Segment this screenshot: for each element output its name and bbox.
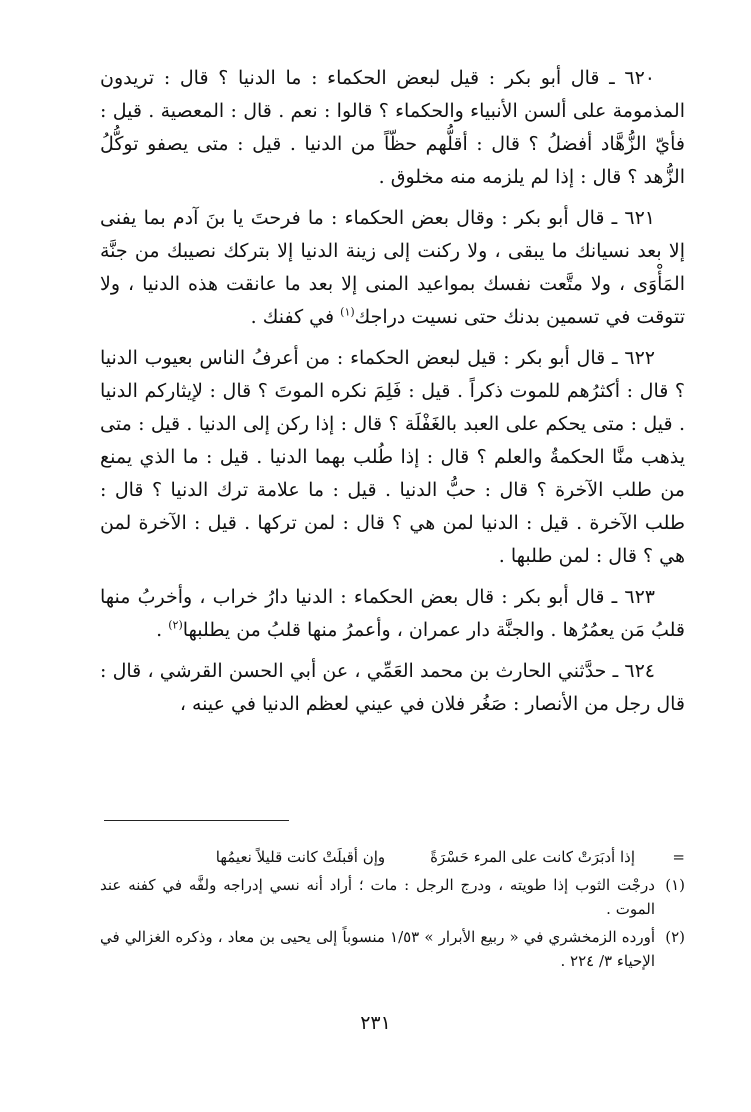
paragraph-text-end: في كفنك . [250, 306, 341, 328]
page-number: ٢٣١ [360, 1012, 391, 1034]
footnote-number: (١) [665, 876, 685, 894]
verse-hemistich-first: إذا أدبَرَتْ كانت على المرء حَسْرَةً [430, 848, 635, 866]
footnotes [100, 845, 685, 977]
footnote-text: درجْت الثوب إذا طويته ، ودرج الرجل : مات ؛ أراد أنه نسي إدراجه ولفَّه في كفنه عند الموت . [100, 876, 655, 918]
footnote-2 [100, 925, 685, 973]
paragraph-text: ٦٢٤ ـ حدَّثني الحارث بن محمد العَمِّي ، عن أبي الحسن القرشي ، قال : قال رجل من الأنصار : صَغُر فلان في عيني لعظم الدنيا في عينه ، [100, 660, 685, 715]
paragraph-624 [100, 655, 685, 721]
footnote-1 [100, 873, 685, 921]
paragraph-623 [100, 581, 685, 647]
footnote-number: (٢) [665, 928, 685, 946]
footnote-verse [100, 845, 685, 869]
footnote-ref: (١) [340, 305, 355, 319]
paragraph-text: ٦٢١ ـ قال أبو بكر : وقال بعض الحكماء : ما فرحتَ يا بنَ آدم بما يفنى إلا بعد نسيانك ما يبقى ، ولا ركنت إلى زينة الدنيا إلا بتركك نصيبك من جنَّة المَأْوَى ، ولا متَّعت نفسك بمواعيد المنى إلا بعد ما عانقت هذه الدنيا ، ولا تتوقت في تسمين بدنك حتى نسيت دراجك [100, 207, 685, 328]
footnote-ref: (٢) [168, 618, 183, 632]
paragraph-text: ٦٢٣ ـ قال أبو بكر : قال بعض الحكماء : الدنيا دارُ خراب ، وأخربُ منها قلبُ مَن يعمُرُها . والجنَّة دار عمران ، وأعمرُ منها قلبُ من يطلبها [100, 586, 685, 641]
paragraph-text-end: . [156, 619, 169, 641]
paragraph-620 [100, 62, 685, 194]
paragraph-621 [100, 202, 685, 334]
main-text [100, 62, 685, 729]
verse-line [100, 845, 655, 869]
continuation-mark: = [672, 848, 685, 866]
paragraph-text: ٦٢٢ ـ قال أبو بكر : قيل لبعض الحكماء : من أعرفُ الناس بعيوب الدنيا ؟ قال : أكثرُهم للموت ذكراً . قيل : فَلِمَ نكره الموتَ ؟ قال : لإيثاركم الدنيا . قيل : متى يحكم على العبد بالغَفْلَة ؟ قال : إذا ركن إلى الدنيا . قيل : متى يذهب منَّا الحكمةُ والعلم ؟ قال : إذا طُلب بهما الدنيا . قيل : ما الذي يمنع من طلب الآخرة ؟ قال : حبُّ الدنيا . قيل : ما علامة ترك الدنيا ؟ قال : طلب الآخرة . قيل : الدنيا لمن هي ؟ قال : لمن تركها . قيل : الآخرة لمن هي ؟ قال : لمن طلبها . [100, 347, 685, 567]
verse-hemistich-second: وإن أقبلَتْ كانت قليلاً نعيمُها [215, 848, 386, 866]
footnote-text: أورده الزمخشري في « ربيع الأبرار » ١/٥٣ منسوباً إلى يحيى بن معاد ، وذكره الغزالي في الإحياء ٣/ ٢٢٤ . [100, 928, 655, 970]
paragraph-text: ٦٢٠ ـ قال أبو بكر : قيل لبعض الحكماء : ما الدنيا ؟ قال : تريدون المذمومة على ألسن الأنبياء والحكماء ؟ قالوا : نعم . قال : المعصية . قيل : فأيّ الزُّهَّاد أفضلُ ؟ قال : أقلُّهم حظّاً من الدنيا . قيل : متى يصفو توكُّلُ الزُّهد ؟ قال : إذا لم يلزمه منه مخلوق . [100, 67, 685, 188]
paragraph-622 [100, 342, 685, 573]
footnote-divider [104, 820, 289, 821]
